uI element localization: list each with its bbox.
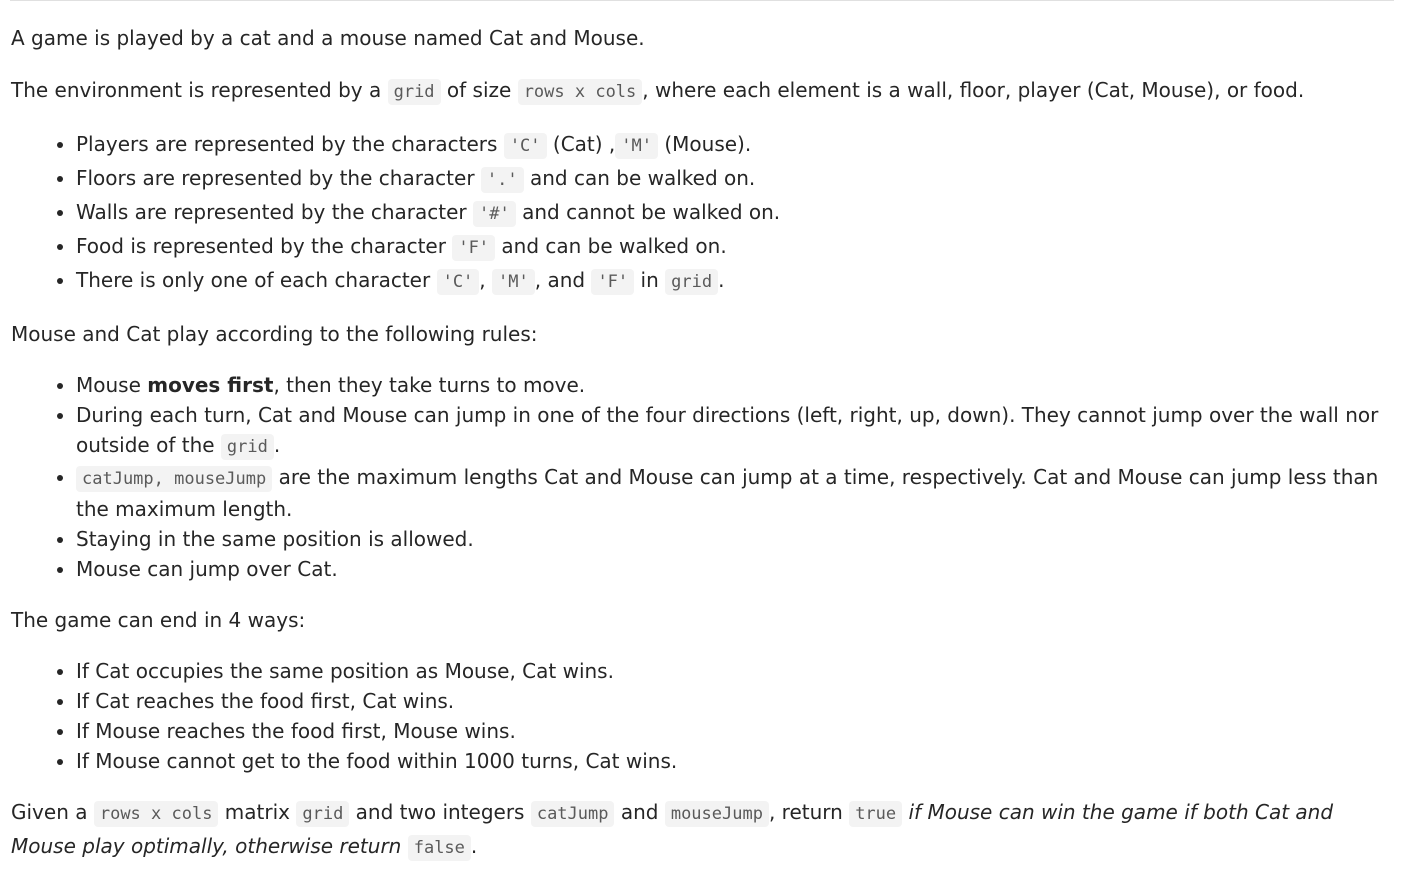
text: and bbox=[614, 800, 665, 824]
code-grid: grid bbox=[221, 434, 274, 460]
code-dot: '.' bbox=[481, 167, 524, 193]
code-c: 'C' bbox=[504, 133, 547, 159]
text: , and bbox=[534, 268, 592, 292]
rules-intro: Mouse and Cat play according to the following rules: bbox=[11, 322, 538, 346]
text: The environment is represented by a bbox=[11, 78, 388, 102]
text: and can be walked on. bbox=[495, 234, 727, 258]
list-item-rule-1 bbox=[76, 370, 1391, 400]
list-item-way-1: • If Cat occupies the same position as Mouse, Cat wins. bbox=[76, 656, 1391, 686]
list-item-way-2: • If Cat reaches the food first, Cat wins. bbox=[76, 686, 1391, 716]
code-f: 'F' bbox=[591, 269, 634, 295]
italic-text: if Mouse can win the game if both Cat and Mouse play optimally, otherwise return bbox=[11, 800, 1334, 858]
text: There is only one of each character bbox=[76, 268, 437, 292]
rules-list bbox=[11, 370, 1391, 584]
list-item-rule-5: • Mouse can jump over Cat. bbox=[76, 554, 1391, 584]
code-rows-x-cols: rows x cols bbox=[94, 801, 219, 827]
text: . bbox=[470, 834, 478, 858]
list-item-way-4: • If Mouse cannot get to the food within 1000 turns, Cat wins. bbox=[76, 746, 1391, 776]
code-true: true bbox=[849, 801, 902, 827]
end-ways-list bbox=[11, 656, 1391, 776]
code-jumps: catJump, mouseJump bbox=[76, 466, 272, 492]
end-intro: The game can end in 4 ways: bbox=[11, 608, 306, 632]
characters-list bbox=[11, 128, 1391, 298]
top-divider bbox=[10, 0, 1394, 1]
text: and two integers bbox=[349, 800, 531, 824]
text: of size bbox=[440, 78, 518, 102]
text bbox=[401, 834, 407, 858]
code-m: 'M' bbox=[615, 133, 658, 159]
intro-paragraph: A game is played by a cat and a mouse named Cat and Mouse. bbox=[11, 26, 645, 50]
code-m: 'M' bbox=[492, 269, 535, 295]
text: and can be walked on. bbox=[523, 166, 756, 190]
text: Food is represented by the character bbox=[76, 234, 453, 258]
environment-paragraph bbox=[11, 74, 1391, 108]
list-item-walls bbox=[76, 196, 1391, 230]
list-item-players bbox=[76, 128, 1391, 162]
text: in bbox=[634, 268, 666, 292]
code-catjump: catJump bbox=[531, 801, 615, 827]
code-grid: grid bbox=[296, 801, 349, 827]
code-f: 'F' bbox=[452, 235, 495, 261]
final-paragraph bbox=[11, 796, 1391, 864]
text: and cannot be walked on. bbox=[515, 200, 781, 224]
text: During each turn, Cat and Mouse can jump in one of the four directions (left, right, up, down). They cannot jump over the wall nor outside of the bbox=[76, 403, 1379, 457]
text: Players are represented by the characters bbox=[76, 132, 504, 156]
text: , where each element is a wall, floor, player (Cat, Mouse), or food. bbox=[642, 78, 1305, 102]
list-item-only-one bbox=[76, 264, 1391, 298]
code-grid: grid bbox=[665, 269, 718, 295]
text: , return bbox=[768, 800, 850, 824]
code-hash: '#' bbox=[473, 201, 516, 227]
list-item-rule-2 bbox=[76, 400, 1391, 462]
code-false: false bbox=[408, 835, 471, 861]
code-rows-x-cols: rows x cols bbox=[518, 79, 643, 105]
text: Given a bbox=[11, 800, 94, 824]
text: , then they take turns to move. bbox=[273, 373, 586, 397]
text: matrix bbox=[218, 800, 297, 824]
list-item-food bbox=[76, 230, 1391, 264]
problem-description bbox=[11, 22, 1391, 884]
text: Walls are represented by the character bbox=[76, 200, 474, 224]
text: . bbox=[273, 433, 281, 457]
text: Floors are represented by the character bbox=[76, 166, 481, 190]
list-item-rule-3 bbox=[76, 462, 1391, 524]
text: (Cat) , bbox=[546, 132, 616, 156]
list-item-rule-4: • Staying in the same position is allowed. bbox=[76, 524, 1391, 554]
text: , bbox=[479, 268, 493, 292]
code-grid: grid bbox=[388, 79, 441, 105]
text: (Mouse). bbox=[658, 132, 752, 156]
text: Mouse bbox=[76, 373, 148, 397]
code-mousejump: mouseJump bbox=[665, 801, 769, 827]
list-item-way-3: • If Mouse reaches the food first, Mouse wins. bbox=[76, 716, 1391, 746]
code-c: 'C' bbox=[437, 269, 480, 295]
text: are the maximum lengths Cat and Mouse can jump at a time, respectively. Cat and Mouse can jump less than the maximum length. bbox=[76, 465, 1379, 521]
text: . bbox=[718, 268, 725, 292]
bold-text: moves first bbox=[147, 373, 274, 397]
list-item-floors bbox=[76, 162, 1391, 196]
